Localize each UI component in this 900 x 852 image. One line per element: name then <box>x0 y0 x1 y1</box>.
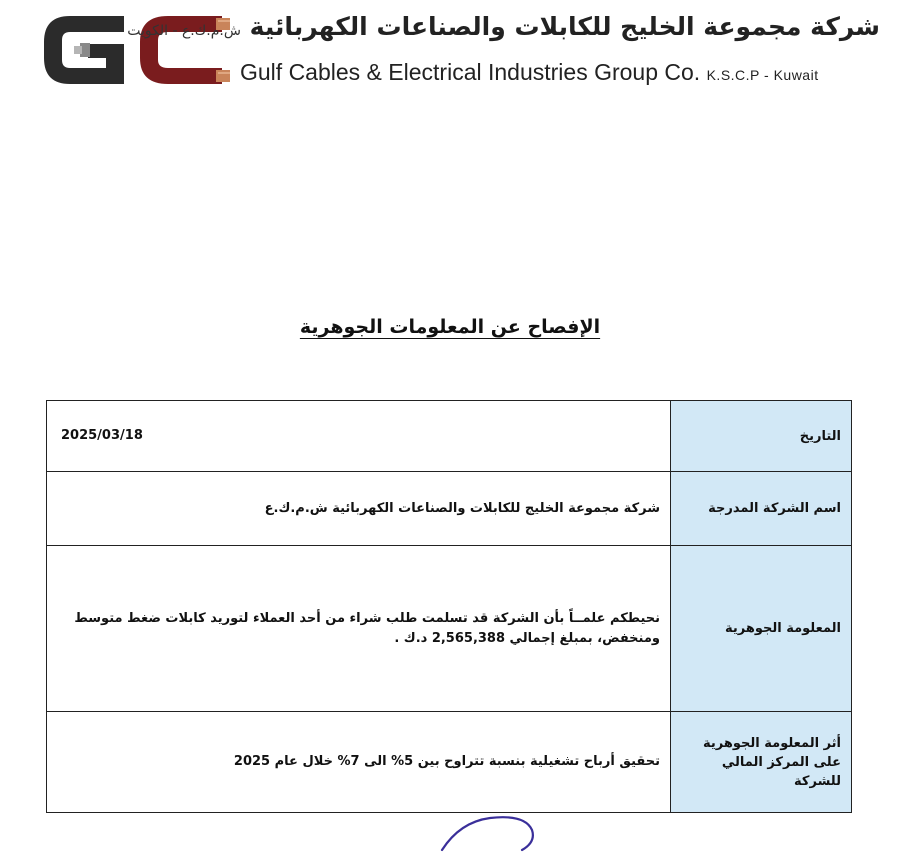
signature-stroke <box>430 812 550 852</box>
label-material-info: المعلومة الجوهرية <box>671 546 852 712</box>
letterhead <box>0 0 900 100</box>
table-row-financial-impact <box>47 712 852 813</box>
value-company: شركة مجموعة الخليج للكابلات والصناعات الكهربائية ش.م.ك.ع <box>47 472 671 546</box>
disclosure-table <box>46 400 852 813</box>
company-suffix-ar: ش.م.ك.ع - الكويت <box>127 23 241 39</box>
value-material-info: نحيطكم علمــاً بأن الشركة قد تسلمت طلب شراء من أحد العملاء لتوريد كابلات ضغط متوسط ومنخفض، بمبلغ إجمالي 2,565,388 د.ك . <box>47 546 671 712</box>
table-row-company <box>47 472 852 546</box>
company-name-en: Gulf Cables & Electrical Industries Group Co. <box>240 59 701 85</box>
company-name-ar: شركة مجموعة الخليج للكابلات والصناعات الكهربائية <box>249 12 880 41</box>
company-name-english <box>240 56 819 91</box>
document-title: الإفصاح عن المعلومات الجوهرية <box>299 316 601 338</box>
label-company: اسم الشركة المدرجة <box>671 472 852 546</box>
value-financial-impact: تحقيق أرباح تشغيلية بنسبة تتراوح بين 5% الى 7% خلال عام 2025 <box>47 712 671 813</box>
label-date: التاريخ <box>671 401 852 472</box>
label-financial-impact: أثر المعلومة الجوهرية على المركز المالي للشركة <box>671 712 852 813</box>
table-row-date <box>47 401 852 472</box>
company-name-arabic <box>127 8 880 50</box>
company-suffix-en: K.S.C.P - Kuwait <box>706 67 819 83</box>
value-date: 2025/03/18 <box>47 401 671 472</box>
table-row-material-info <box>47 546 852 712</box>
